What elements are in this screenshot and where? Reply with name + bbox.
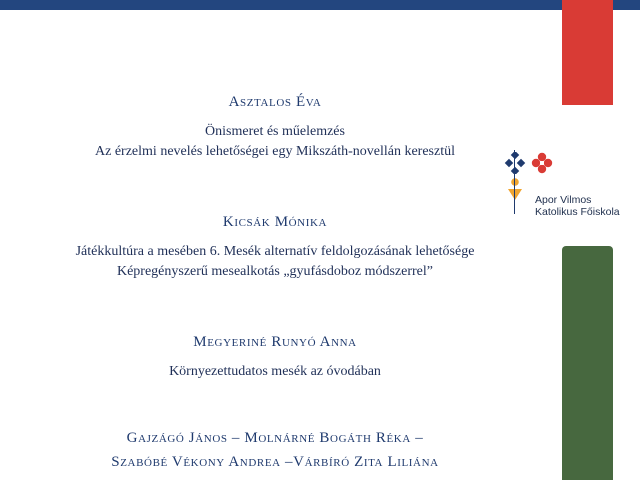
article-title: Környezettudatos mesék az óvodában	[169, 364, 381, 379]
flag-stripe-green	[562, 246, 613, 480]
logo-line-2: Katolikus Főiskola	[535, 206, 620, 218]
red-flower-icon	[531, 152, 553, 174]
orange-figure-icon	[507, 178, 523, 204]
logo-text	[535, 194, 635, 218]
article-subtitle: Az érzelmi nevelés lehetőségei egy Mikszáth-novellán keresztül	[95, 144, 455, 159]
author-names-line-1: Gajzágó János – Molnárné Bogáth Réka –	[126, 430, 424, 446]
toc-entry	[40, 428, 510, 472]
author-name: Kicsák Mónika	[222, 214, 328, 230]
logo-line-1: Apor Vilmos	[535, 194, 592, 206]
author-names-line-2: Szabóbé Vékony Andrea –Várbíró Zita Liliána	[111, 454, 439, 470]
toc-entry	[40, 212, 510, 282]
toc-entry	[40, 332, 510, 382]
toc-entry	[40, 92, 510, 162]
college-logo	[500, 146, 630, 218]
top-blue-bar	[0, 0, 640, 10]
flag-stripe-red	[562, 0, 613, 105]
article-title: Játékkultúra a mesében 6. Mesék alternatív feldolgozásának lehetősége	[75, 244, 475, 259]
author-name: Asztalos Éva	[228, 94, 322, 110]
author-name: Megyeriné Runyó Anna	[193, 334, 357, 350]
article-title: Önismeret és műelemzés	[205, 124, 345, 139]
article-subtitle: Képregényszerű mesealkotás „gyufásdoboz módszerrel”	[116, 264, 434, 279]
logo-divider	[514, 150, 515, 214]
